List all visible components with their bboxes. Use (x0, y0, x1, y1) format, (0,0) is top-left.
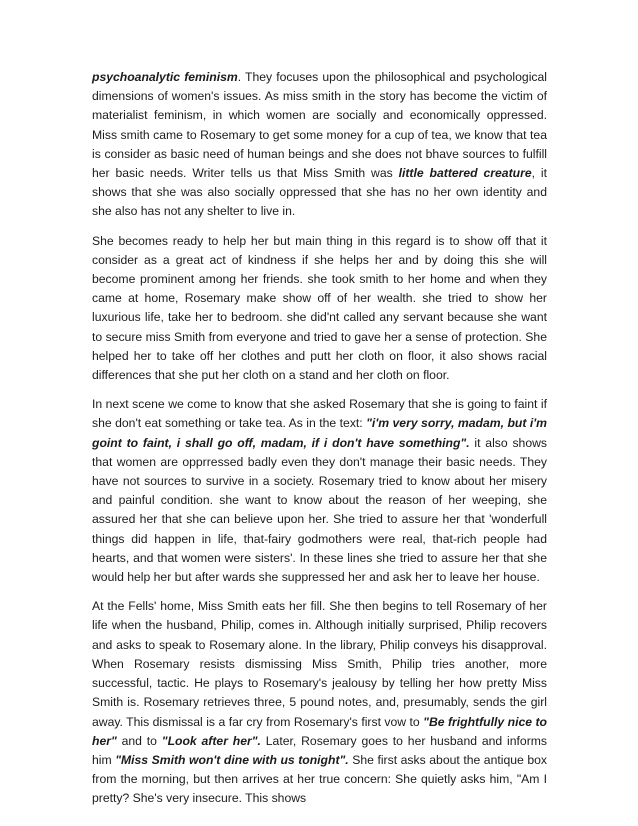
paragraph-2 (92, 232, 547, 386)
body-text: She becomes ready to help her but main thing in this regard is to show off that it consider as a great act of kindness if she helps her and by doing this she will become prominent among her friends. she took smith to her home and when they came at home, Rosemary make show off of her wealth. she tried to show her luxurious life, take her to bedroom. she did'nt called any servant because she want to secure miss Smith from everyone and tried to gave her a sense of protection. She helped her to take off her clothes and putt her cloth on floor, it also shows racial differences that she put her cloth on a stand and her cloth on floor. (92, 233, 547, 383)
document-page (92, 68, 547, 819)
paragraph-3 (92, 395, 547, 587)
body-text: it also shows that women are opprressed badly even they don't manage their basic needs. They have not sources to survive in a society. Rosemary tried to know about her misery and painful condition. she want to know about the reason of her weeping, she assured her that she can believe upon her. She tried to assure her that 'wonderfull things did happen in life, that-fairy godmothers were real, that-rich people had hearts, and that women were sisters'. In these lines she tried to assure her that she would help her but after wards she suppressed her and ask her to leave her house. (92, 435, 548, 585)
body-text: In next scene we come to know that she asked Rosemary that she is going to faint if she don't eat something or take tea. As in the text: (92, 397, 547, 431)
body-text: At the Fells' home, Miss Smith eats her fill. She then begins to tell Rosemary of her life when the husband, Philip, comes in. Although initially surprised, Philip recovers and asks to speak to Rosemary alone. In the library, Philip conveys his disapproval. When Rosemary resists dismissing Miss Smith, Philip tries another, more successful, tactic. He plays to Rosemary's jealousy by telling her how pretty Miss Smith is. Rosemary retrieves three, 5 pound notes, and, presumably, sends the girl away. This dismissal is a far cry from Rosemary's first vow to (92, 599, 547, 729)
body-text: and to (116, 733, 162, 748)
paragraph-1 (92, 68, 547, 222)
body-text: . They focuses upon the philosophical and psychological dimensions of women's issues. As miss smith in the story has become the victim of materialist feminism, in which women are socially and economically oppressed. Miss smith came to Rosemary to get some money for a cup of tea, we know that tea is consider as basic need of human beings and she does not bhave sources to fulfill her basic needs. Writer tells us that Miss Smith was (92, 70, 547, 181)
body-text: Later, Rosemary goes to her husband and informs him (92, 733, 547, 767)
emphasis-text: psychoanalytic feminism (92, 70, 238, 84)
quote-text: "i'm very sorry, madam, but i'm goint to faint, i shall go off, madam, if i don't have something". (92, 416, 547, 450)
body-text: , it shows that she was also socially oppressed that she has no her own identity and she also has not any shelter to live in. (92, 166, 547, 219)
quote-text: "Look after her". (161, 733, 261, 748)
quote-text: "Miss Smith won't dine with us tonight". (115, 752, 349, 767)
body-text: She first asks about the antique box from the morning, but then arrives at her true concern: She quietly asks him, "Am I pretty? She's very insecure. This shows (92, 752, 547, 806)
paragraph-4 (92, 597, 547, 808)
emphasis-text: little battered creature (398, 166, 532, 181)
quote-text: "Be frightfully nice to her" (92, 714, 547, 748)
